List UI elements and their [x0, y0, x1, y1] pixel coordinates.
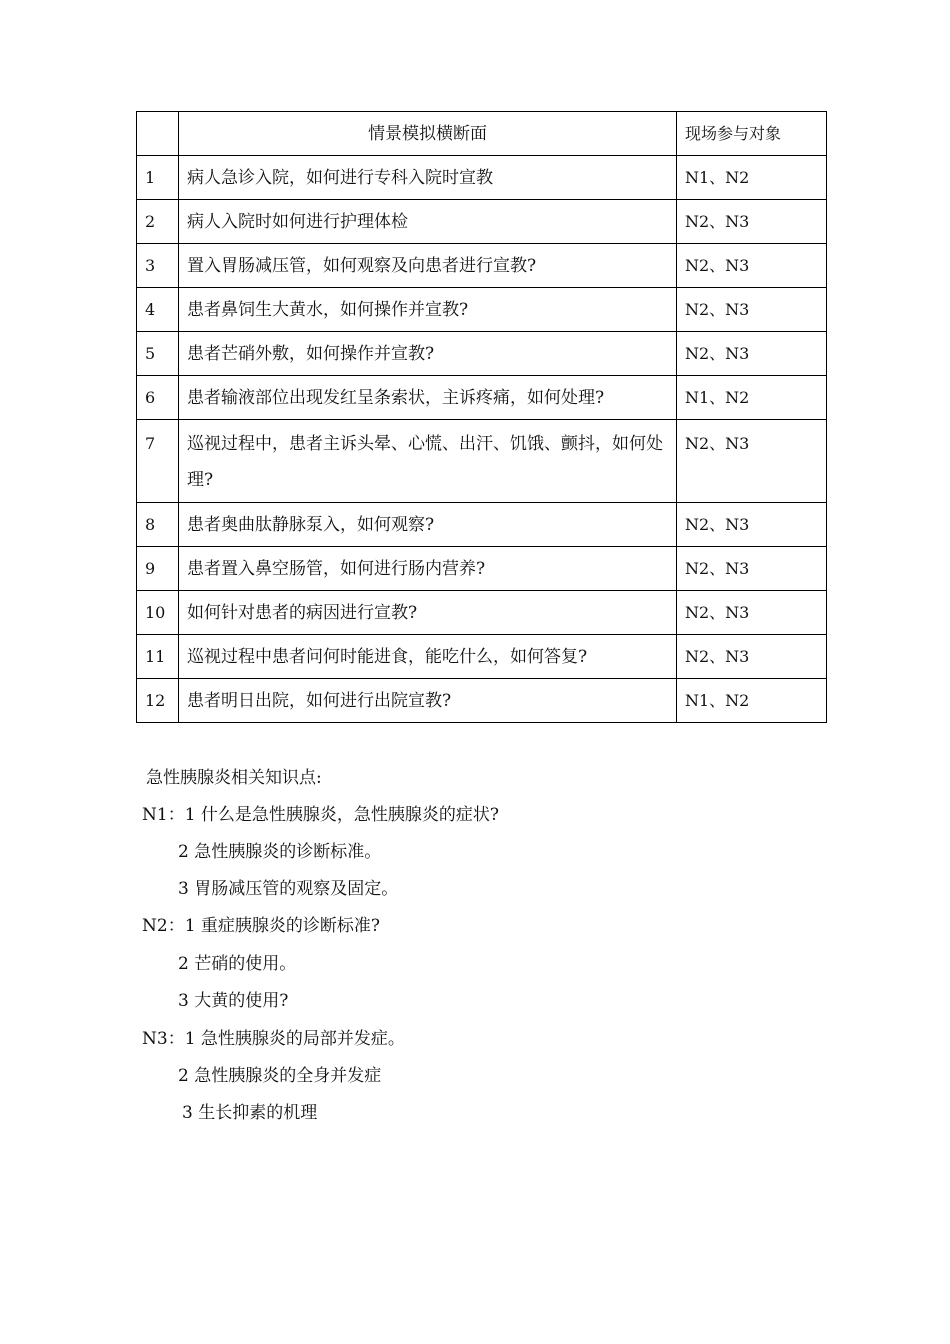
row-num: 7 — [137, 420, 179, 503]
row-num: 12 — [137, 679, 179, 723]
header-scenario: 情景模拟横断面 — [179, 112, 677, 156]
row-participants: N2、N3 — [677, 288, 827, 332]
table-row — [137, 200, 827, 244]
row-num: 11 — [137, 635, 179, 679]
knowledge-n2-item-3: 3 大黄的使用? — [178, 991, 289, 1011]
row-participants: N2、N3 — [677, 420, 827, 503]
header-participants: 现场参与对象 — [677, 112, 827, 156]
table-row — [137, 503, 827, 547]
knowledge-n3-item-3: 3 生长抑素的机理 — [182, 1103, 318, 1123]
row-num: 2 — [137, 200, 179, 244]
table-row — [137, 376, 827, 420]
row-scenario: 患者奥曲肽静脉泵入，如何观察? — [179, 503, 677, 547]
row-num: 3 — [137, 244, 179, 288]
table-header-row — [137, 112, 827, 156]
table-row — [137, 591, 827, 635]
header-num — [137, 112, 179, 156]
row-scenario: 患者输液部位出现发红呈条索状，主诉疼痛，如何处理? — [179, 376, 677, 420]
table-row — [137, 156, 827, 200]
row-scenario: 患者芒硝外敷，如何操作并宣教? — [179, 332, 677, 376]
row-participants: N2、N3 — [677, 635, 827, 679]
row-scenario: 患者鼻饲生大黄水，如何操作并宣教? — [179, 288, 677, 332]
table-row — [137, 332, 827, 376]
table-row — [137, 288, 827, 332]
row-scenario: 巡视过程中，患者主诉头晕、心慌、出汗、饥饿、颤抖，如何处理? — [179, 420, 677, 503]
row-num: 8 — [137, 503, 179, 547]
knowledge-n2-item-1: N2：1 重症胰腺炎的诊断标准? — [142, 916, 381, 936]
row-scenario: 患者明日出院，如何进行出院宣教? — [179, 679, 677, 723]
row-num: 10 — [137, 591, 179, 635]
row-participants: N2、N3 — [677, 547, 827, 591]
row-participants: N2、N3 — [677, 244, 827, 288]
table-row — [137, 547, 827, 591]
knowledge-title: 急性胰腺炎相关知识点: — [146, 768, 322, 788]
knowledge-n2-item-2: 2 芒硝的使用。 — [178, 954, 297, 974]
row-scenario: 置入胃肠减压管，如何观察及向患者进行宣教? — [179, 244, 677, 288]
row-scenario: 病人急诊入院，如何进行专科入院时宣教 — [179, 156, 677, 200]
table-row — [137, 679, 827, 723]
table-row — [137, 244, 827, 288]
row-participants: N1、N2 — [677, 376, 827, 420]
row-participants: N2、N3 — [677, 503, 827, 547]
row-num: 6 — [137, 376, 179, 420]
row-participants: N2、N3 — [677, 591, 827, 635]
row-num: 5 — [137, 332, 179, 376]
row-participants: N1、N2 — [677, 679, 827, 723]
row-scenario: 如何针对患者的病因进行宣教? — [179, 591, 677, 635]
row-participants: N2、N3 — [677, 200, 827, 244]
row-scenario: 患者置入鼻空肠管，如何进行肠内营养? — [179, 547, 677, 591]
row-participants: N2、N3 — [677, 332, 827, 376]
knowledge-n3-item-1: N3：1 急性胰腺炎的局部并发症。 — [142, 1029, 405, 1049]
knowledge-n1-item-2: 2 急性胰腺炎的诊断标准。 — [178, 842, 382, 862]
knowledge-n3-item-2: 2 急性胰腺炎的全身并发症 — [178, 1066, 382, 1086]
scenario-table — [136, 111, 827, 723]
row-scenario: 病人入院时如何进行护理体检 — [179, 200, 677, 244]
row-num: 1 — [137, 156, 179, 200]
row-scenario: 巡视过程中患者问何时能进食，能吃什么，如何答复? — [179, 635, 677, 679]
row-num: 9 — [137, 547, 179, 591]
knowledge-n1-item-1: N1：1 什么是急性胰腺炎，急性胰腺炎的症状? — [142, 805, 500, 825]
table-row — [137, 635, 827, 679]
table-row — [137, 420, 827, 503]
knowledge-n1-item-3: 3 胃肠减压管的观察及固定。 — [178, 879, 399, 899]
row-num: 4 — [137, 288, 179, 332]
row-participants: N1、N2 — [677, 156, 827, 200]
